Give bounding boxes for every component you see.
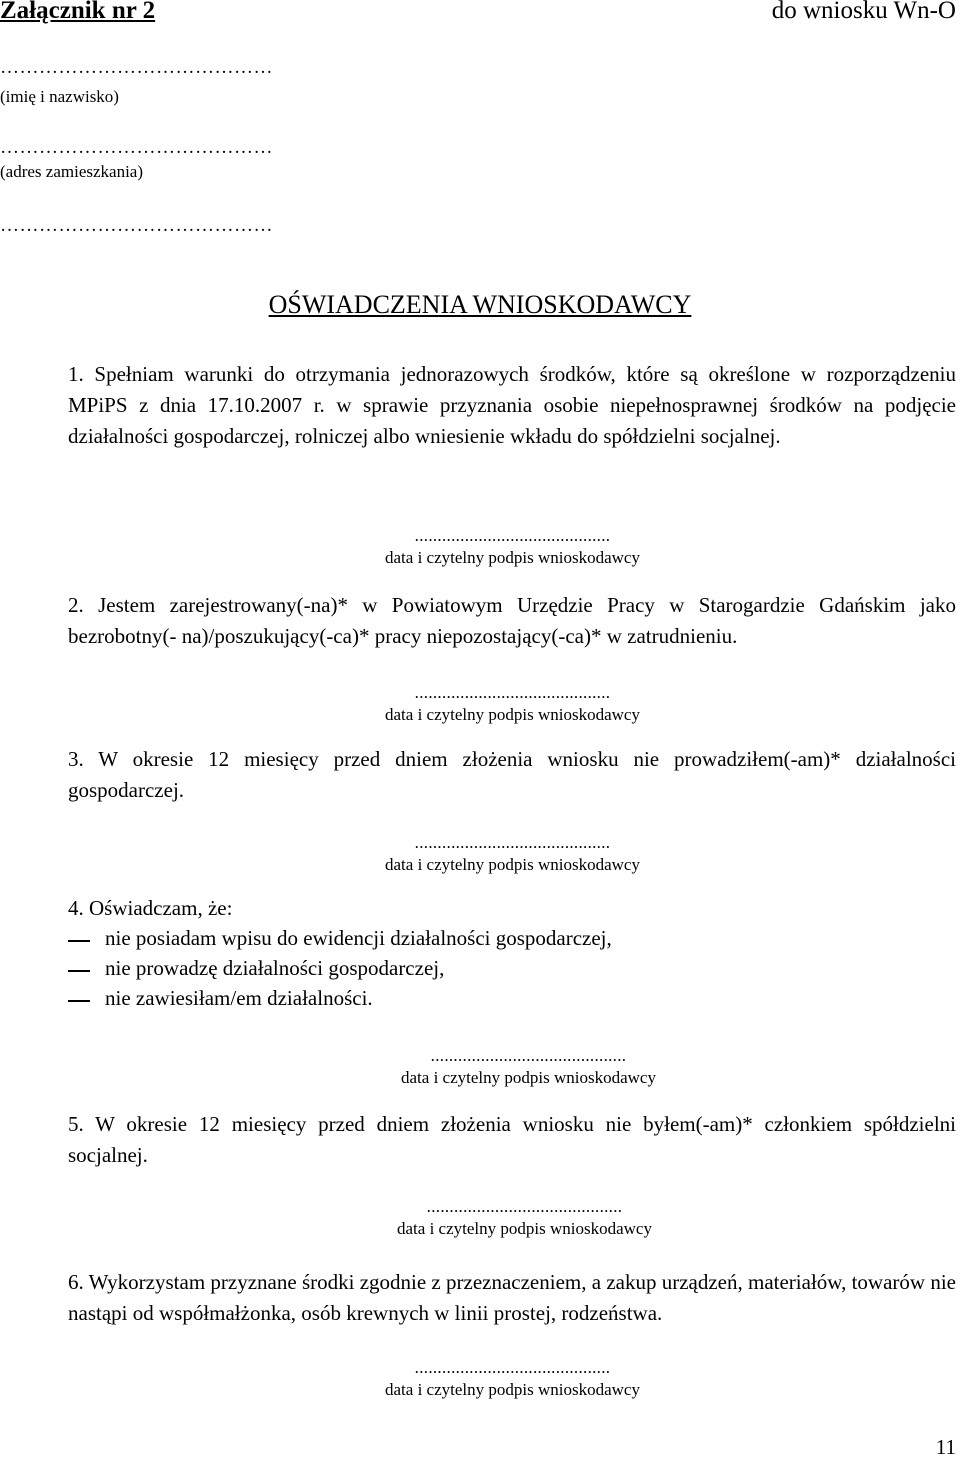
statement-5: 5. W okresie 12 miesięcy przed dniem złożenia wniosku nie byłem(-am)* członkiem spółdzielni socjalnej. <box>68 1112 956 1167</box>
signature-block-4 <box>366 1045 691 1089</box>
dash-icon <box>68 940 90 942</box>
page-number: 11 <box>935 1435 956 1459</box>
signature-block-6 <box>350 1357 675 1401</box>
signature-label: data i czytelny podpis wnioskodawcy <box>401 1068 656 1087</box>
signature-label: data i czytelny podpis wnioskodawcy <box>385 1380 640 1399</box>
address-dotted-line-2: …………………………………… <box>0 215 273 236</box>
form-reference: do wniosku Wn-O <box>771 0 956 24</box>
signature-block-3 <box>350 832 675 876</box>
bullet-text: nie zawiesiłam/em działalności. <box>105 986 373 1010</box>
signature-label: data i czytelny podpis wnioskodawcy <box>385 705 640 724</box>
statement-1: 1. Spełniam warunki do otrzymania jednorazowych środków, które są określone w rozporządzeniu MPiPS z dnia 17.10.2007 r. w sprawie przyznania osobie niepełnosprawnej środków na podjęcie działalności gospodarczej, rolniczej albo wniesienie wkładu do spółdzielni socjalnej. <box>68 362 956 448</box>
statement-3: 3. W okresie 12 miesięcy przed dniem złożenia wniosku nie prowadziłem(-am)* działalności gospodarczej. <box>68 747 956 802</box>
bullet-text: nie posiadam wpisu do ewidencji działalności gospodarczej, <box>105 926 612 950</box>
statement-6: 6. Wykorzystam przyznane środki zgodnie z przeznaczeniem, a zakup urządzeń, materiałów, towarów nie nastąpi od współmałżonka, osób krewnych w linii prostej, rodzeństwa. <box>68 1270 956 1325</box>
signature-dots: ........................................... <box>414 683 611 702</box>
name-dotted-line: …………………………………… <box>0 57 273 78</box>
attachment-label: Załącznik nr 2 <box>0 0 156 24</box>
signature-block-5 <box>362 1196 687 1240</box>
signature-dots: ........................................... <box>430 1046 627 1065</box>
signature-dots: ........................................... <box>414 833 611 852</box>
statement-2: 2. Jestem zarejestrowany(-na)* w Powiatowym Urzędzie Pracy w Starogardzie Gdańskim jako bezrobotny(- na)/poszukujący(-ca)* pracy niepozostający(-ca)* w zatrudnieniu. <box>68 593 956 648</box>
address-label: (adres zamieszkania) <box>0 162 143 181</box>
signature-dots: ........................................... <box>414 526 611 545</box>
signature-label: data i czytelny podpis wnioskodawcy <box>385 855 640 874</box>
address-dotted-line: …………………………………… <box>0 137 273 158</box>
signature-label: data i czytelny podpis wnioskodawcy <box>397 1219 652 1238</box>
signature-block-2 <box>350 682 675 726</box>
name-label: (imię i nazwisko) <box>0 87 119 106</box>
statement-4: 4. Oświadczam, że: <box>68 896 233 920</box>
bullet-text: nie prowadzę działalności gospodarczej, <box>105 956 445 980</box>
dash-icon <box>68 970 90 972</box>
signature-dots: ........................................... <box>426 1197 623 1216</box>
dash-icon <box>68 1000 90 1002</box>
signature-dots: ........................................... <box>414 1358 611 1377</box>
page-title: OŚWIADCZENIA WNIOSKODAWCY <box>268 290 692 319</box>
signature-label: data i czytelny podpis wnioskodawcy <box>385 548 640 567</box>
signature-block-1 <box>350 525 675 569</box>
